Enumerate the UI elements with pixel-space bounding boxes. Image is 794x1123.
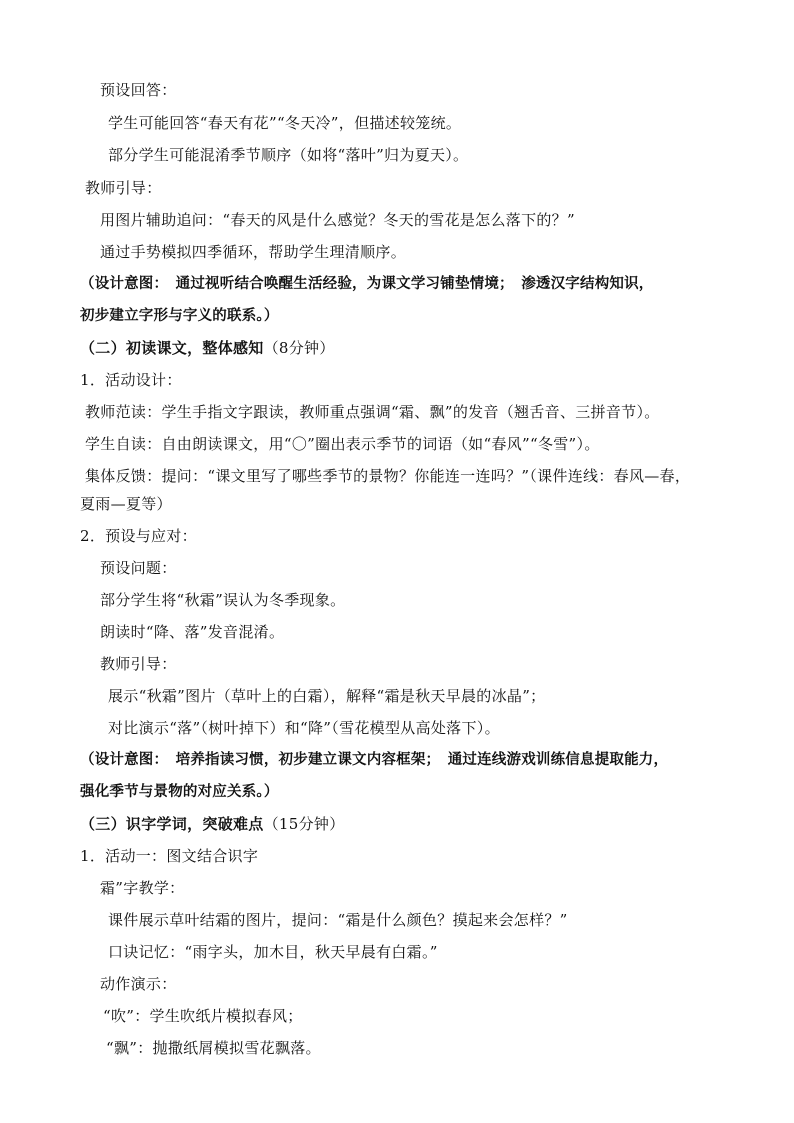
section-heading-3: （三）识字学词，突破难点（15分钟） bbox=[80, 815, 345, 833]
guide-line-2: 通过手势模拟四季循环，帮助学生理清顺序。 bbox=[100, 243, 407, 261]
answer-line-1: 学生可能回答“春天有花”“冬天冷”，但描述较笼统。 bbox=[108, 114, 462, 132]
question-line-2: 朗读时“降、落”发音混淆。 bbox=[100, 623, 285, 641]
preset-response-heading: 2．预设与应对： bbox=[80, 527, 197, 545]
activity-design-heading: 1．活动设计： bbox=[80, 371, 182, 389]
design-intent-1-cont: 初步建立字形与字义的联系。） bbox=[80, 308, 279, 324]
guide-2-line-1: 展示“秋霜”图片（草叶上的白霜），解释“霜是秋天早晨的冰晶”； bbox=[108, 687, 546, 705]
question-line-1: 部分学生将“秋霜”误认为冬季现象。 bbox=[100, 591, 346, 609]
preset-answer-heading: 预设回答： bbox=[100, 81, 177, 99]
section-heading-2: （二）初读课文，整体感知（8分钟） bbox=[80, 339, 335, 357]
design-intent-1: （设计意图： 通过视听结合唤醒生活经验，为课文学习铺垫情境； 渗透汉字结构知识， bbox=[80, 276, 654, 292]
guide-line-1: 用图片辅助追问：“春天的风是什么感觉？冬天的雪花是怎么落下的？” bbox=[100, 211, 575, 229]
feedback-line-cont: 夏雨—夏等） bbox=[80, 495, 172, 513]
self-reading-line: 学生自读：自由朗读课文，用“〇”圈出表示季节的词语（如“春风”“冬雪”）。 bbox=[85, 435, 600, 453]
frost-teaching-heading: 霜”字教学： bbox=[100, 879, 185, 897]
preset-question-heading: 预设问题： bbox=[100, 559, 177, 577]
feedback-line: 集体反馈：提问：“课文里写了哪些季节的景物？你能连一连吗？”（课件连线：春风—春， bbox=[85, 467, 691, 485]
frost-line-2: 口诀记忆：“雨字头，加木目，秋天早晨有白霜。” bbox=[108, 943, 438, 961]
teacher-guide-heading-2: 教师引导： bbox=[100, 655, 177, 673]
answer-line-2: 部分学生可能混淆季节顺序（如将“落叶”归为夏天）。 bbox=[108, 146, 469, 164]
design-intent-2: （设计意图： 培养指读习惯，初步建立课文内容框架； 通过连线游戏训练信息提取能力， bbox=[80, 752, 669, 768]
model-reading-line: 教师范读：学生手指文字跟读，教师重点强调“霜、飘”的发音（翘舌音、三拼音节）。 bbox=[85, 403, 660, 421]
activity-one-heading: 1．活动一：图文结合识字 bbox=[80, 847, 259, 865]
action-demo-heading: 动作演示： bbox=[100, 975, 177, 993]
teacher-guide-heading: 教师引导： bbox=[85, 179, 162, 197]
design-intent-2-cont: 强化季节与景物的对应关系。） bbox=[80, 784, 279, 800]
action-line-2: “飘”：抛撒纸屑模拟雪花飘落。 bbox=[106, 1039, 321, 1057]
action-line-1: “吹”：学生吹纸片模拟春风； bbox=[103, 1007, 303, 1025]
frost-line-1: 课件展示草叶结霜的图片，提问：“霜是什么颜色？摸起来会怎样？” bbox=[108, 911, 568, 929]
guide-2-line-2: 对比演示“落”（树叶掉下）和“降”（雪花模型从高处落下）。 bbox=[108, 719, 500, 737]
